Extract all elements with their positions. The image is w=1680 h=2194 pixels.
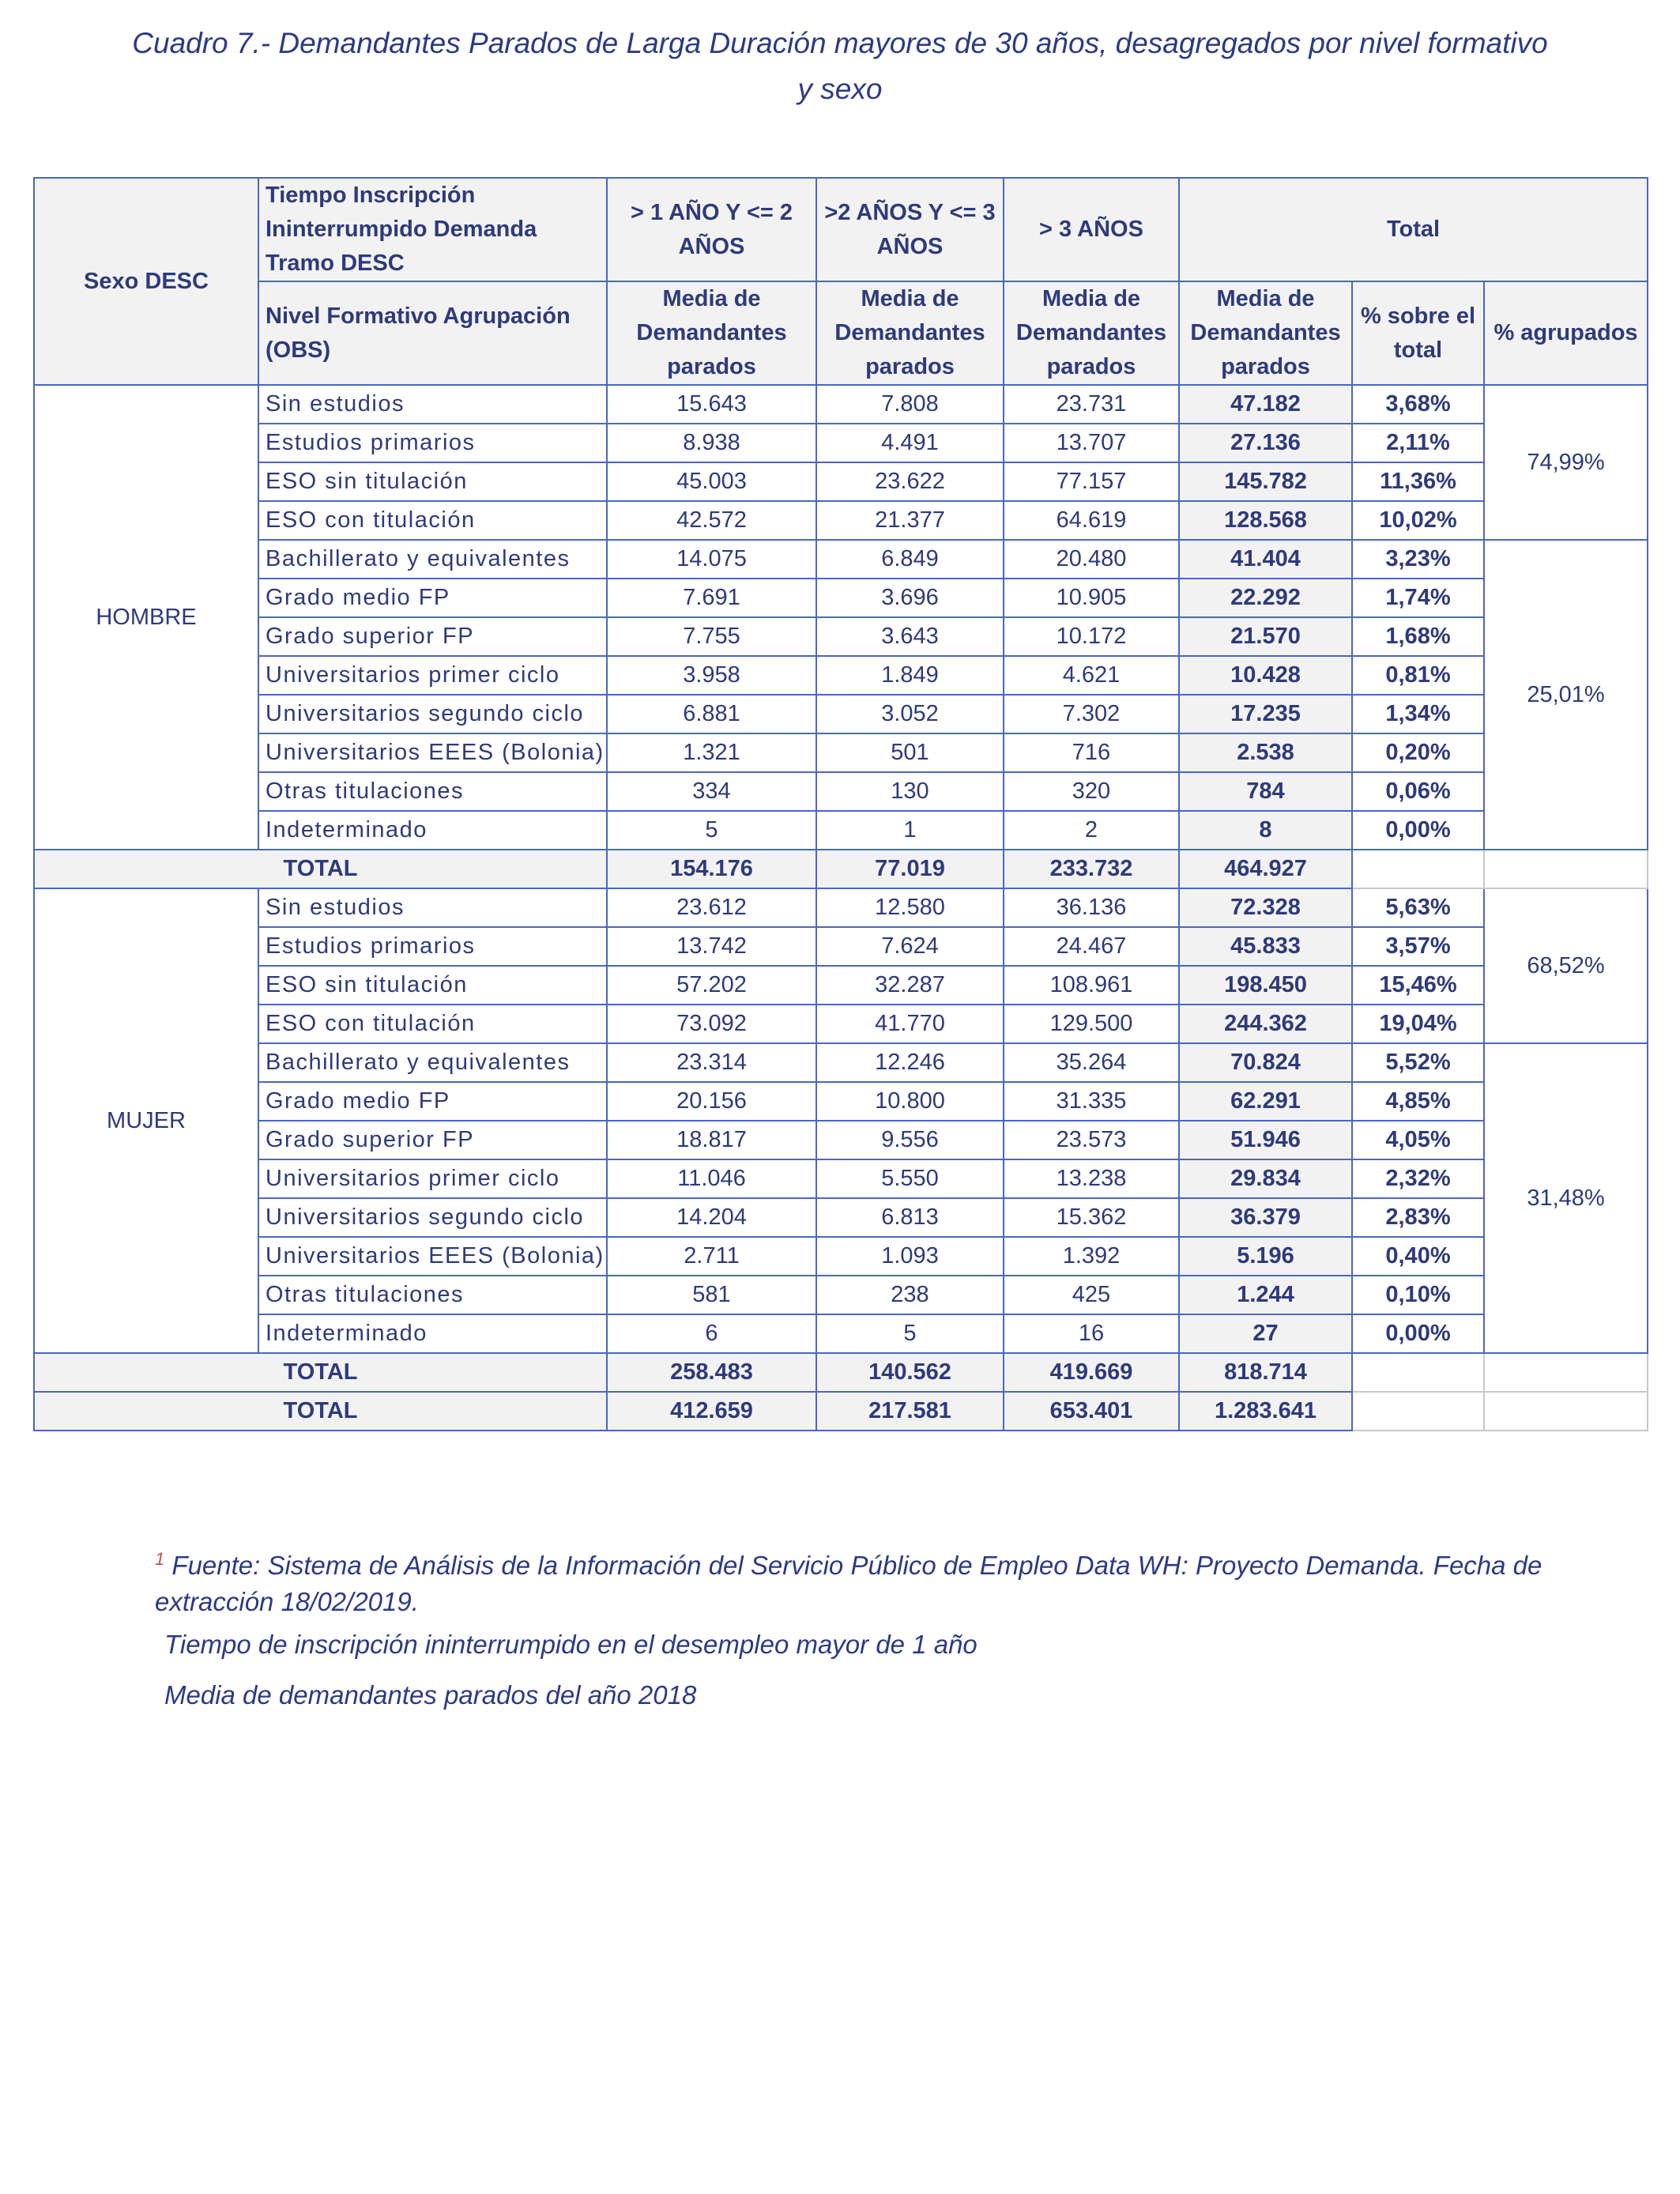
header-col3: > 3 AÑOS <box>1004 178 1179 281</box>
nivel-label: Indeterminado <box>258 811 607 850</box>
value-col3: 16 <box>1004 1314 1179 1353</box>
grand-total-col2: 217.581 <box>816 1392 1004 1431</box>
value-col3: 1.392 <box>1004 1237 1179 1276</box>
value-col1: 11.046 <box>607 1159 816 1198</box>
value-col2: 12.580 <box>816 888 1004 927</box>
value-col2: 10.800 <box>816 1082 1004 1121</box>
value-total: 128.568 <box>1179 501 1352 540</box>
total-total-mujer: 818.714 <box>1179 1353 1352 1392</box>
value-col1: 3.958 <box>607 656 816 695</box>
nivel-label: Universitarios primer ciclo <box>258 1159 607 1198</box>
grand-total-col3: 653.401 <box>1004 1392 1179 1431</box>
value-col2: 501 <box>816 733 1004 772</box>
total-col1-hombre: 154.176 <box>607 850 816 888</box>
table-row <box>34 888 1648 927</box>
value-pct-total: 15,46% <box>1352 966 1484 1005</box>
value-pct-total: 0,00% <box>1352 811 1484 850</box>
value-col3: 4.621 <box>1004 656 1179 695</box>
table-row <box>34 501 1648 540</box>
header-media-col1: Media de Demandantes parados <box>607 281 816 385</box>
value-col1: 57.202 <box>607 966 816 1005</box>
value-total: 5.196 <box>1179 1237 1352 1276</box>
nivel-label: Grado superior FP <box>258 617 607 656</box>
value-col3: 10.172 <box>1004 617 1179 656</box>
nivel-label: Grado medio FP <box>258 579 607 617</box>
value-col1: 45.003 <box>607 462 816 501</box>
header-col2: >2 AÑOS Y <= 3 AÑOS <box>816 178 1004 281</box>
header-sexo: Sexo DESC <box>34 178 258 385</box>
table-row <box>34 1276 1648 1314</box>
value-total: 17.235 <box>1179 695 1352 733</box>
value-total: 145.782 <box>1179 462 1352 501</box>
value-col2: 1 <box>816 811 1004 850</box>
value-col2: 12.246 <box>816 1043 1004 1082</box>
value-col2: 1.093 <box>816 1237 1004 1276</box>
value-col3: 13.238 <box>1004 1159 1179 1198</box>
nivel-label: Universitarios EEES (Bolonia) <box>258 1237 607 1276</box>
nivel-label: Universitarios segundo ciclo <box>258 695 607 733</box>
grand-total-total: 1.283.641 <box>1179 1392 1352 1431</box>
table-row <box>34 1159 1648 1198</box>
sex-label-hombre: HOMBRE <box>34 385 258 850</box>
value-col1: 8.938 <box>607 424 816 462</box>
value-pct-total: 1,34% <box>1352 695 1484 733</box>
table-row <box>34 1043 1648 1082</box>
value-col2: 3.696 <box>816 579 1004 617</box>
value-col3: 2 <box>1004 811 1179 850</box>
value-col2: 6.849 <box>816 540 1004 579</box>
value-pct-total: 10,02% <box>1352 501 1484 540</box>
value-col3: 10.905 <box>1004 579 1179 617</box>
value-total: 72.328 <box>1179 888 1352 927</box>
footnote-tiempo: Tiempo de inscripción ininterrumpido en el desempleo mayor de 1 año <box>164 1630 977 1659</box>
value-col1: 5 <box>607 811 816 850</box>
value-total: 8 <box>1179 811 1352 850</box>
value-total: 22.292 <box>1179 579 1352 617</box>
table-row <box>34 1005 1648 1043</box>
grand-total-row <box>34 1392 1648 1431</box>
value-col2: 4.491 <box>816 424 1004 462</box>
value-col2: 238 <box>816 1276 1004 1314</box>
value-col3: 31.335 <box>1004 1082 1179 1121</box>
value-pct-total: 0,10% <box>1352 1276 1484 1314</box>
value-col3: 7.302 <box>1004 695 1179 733</box>
nivel-label: ESO con titulación <box>258 1005 607 1043</box>
value-col3: 129.500 <box>1004 1005 1179 1043</box>
nivel-label: Universitarios primer ciclo <box>258 656 607 695</box>
header-total: Total <box>1179 178 1648 281</box>
caption-line-2: y sexo <box>797 73 883 105</box>
total-row-mujer <box>34 1353 1648 1392</box>
value-pct-total: 1,68% <box>1352 617 1484 656</box>
value-col2: 5.550 <box>816 1159 1004 1198</box>
table-row <box>34 617 1648 656</box>
value-pct-total: 3,23% <box>1352 540 1484 579</box>
value-pct-total: 3,57% <box>1352 927 1484 966</box>
value-pct-total: 11,36% <box>1352 462 1484 501</box>
value-col3: 23.731 <box>1004 385 1179 424</box>
table-row <box>34 772 1648 811</box>
sex-label-mujer: MUJER <box>34 888 258 1353</box>
value-pct-total: 0,20% <box>1352 733 1484 772</box>
table-caption <box>119 21 1561 112</box>
value-total: 41.404 <box>1179 540 1352 579</box>
value-col1: 14.204 <box>607 1198 816 1237</box>
total-label-hombre: TOTAL <box>34 850 607 888</box>
footnote-media: Media de demandantes parados del año 2018 <box>164 1680 697 1710</box>
value-col1: 14.075 <box>607 540 816 579</box>
value-total: 244.362 <box>1179 1005 1352 1043</box>
value-col2: 5 <box>816 1314 1004 1353</box>
header-pct-agrupados: % agrupados <box>1484 281 1648 385</box>
value-pct-total: 4,85% <box>1352 1082 1484 1121</box>
value-total: 1.244 <box>1179 1276 1352 1314</box>
value-col3: 36.136 <box>1004 888 1179 927</box>
value-col2: 3.052 <box>816 695 1004 733</box>
value-col1: 23.314 <box>607 1043 816 1082</box>
value-pct-total: 1,74% <box>1352 579 1484 617</box>
value-col1: 2.711 <box>607 1237 816 1276</box>
value-col1: 20.156 <box>607 1082 816 1121</box>
grand-total-blank-2 <box>1484 1392 1648 1431</box>
table-row <box>34 1237 1648 1276</box>
footnotes <box>155 1541 1577 1713</box>
value-col1: 73.092 <box>607 1005 816 1043</box>
table-row <box>34 927 1648 966</box>
value-total: 10.428 <box>1179 656 1352 695</box>
total-blank-1 <box>1352 850 1484 888</box>
grand-total-label: TOTAL <box>34 1392 607 1431</box>
value-col1: 1.321 <box>607 733 816 772</box>
value-pct-total: 5,63% <box>1352 888 1484 927</box>
value-col2: 21.377 <box>816 501 1004 540</box>
value-total: 2.538 <box>1179 733 1352 772</box>
value-col1: 15.643 <box>607 385 816 424</box>
table-row <box>34 695 1648 733</box>
header-row-1 <box>34 178 1648 281</box>
nivel-label: Sin estudios <box>258 385 607 424</box>
nivel-label: ESO con titulación <box>258 501 607 540</box>
value-col1: 334 <box>607 772 816 811</box>
total-col3-hombre: 233.732 <box>1004 850 1179 888</box>
value-col3: 716 <box>1004 733 1179 772</box>
value-col2: 6.813 <box>816 1198 1004 1237</box>
group-pct-hombre-1: 74,99% <box>1484 385 1648 540</box>
value-pct-total: 2,32% <box>1352 1159 1484 1198</box>
value-total: 21.570 <box>1179 617 1352 656</box>
table-row <box>34 811 1648 850</box>
value-total: 27.136 <box>1179 424 1352 462</box>
nivel-label: Estudios primarios <box>258 927 607 966</box>
nivel-label: Universitarios segundo ciclo <box>258 1198 607 1237</box>
header-media-col2: Media de Demandantes parados <box>816 281 1004 385</box>
header-col1: > 1 AÑO Y <= 2 AÑOS <box>607 178 816 281</box>
value-col1: 7.755 <box>607 617 816 656</box>
value-col1: 6.881 <box>607 695 816 733</box>
header-media-total: Media de Demandantes parados <box>1179 281 1352 385</box>
value-col2: 7.808 <box>816 385 1004 424</box>
table-row <box>34 1082 1648 1121</box>
value-col3: 425 <box>1004 1276 1179 1314</box>
nivel-label: Indeterminado <box>258 1314 607 1353</box>
value-col2: 7.624 <box>816 927 1004 966</box>
nivel-label: Bachillerato y equivalentes <box>258 540 607 579</box>
value-total: 45.833 <box>1179 927 1352 966</box>
value-col2: 3.643 <box>816 617 1004 656</box>
value-pct-total: 5,52% <box>1352 1043 1484 1082</box>
value-col3: 23.573 <box>1004 1121 1179 1159</box>
nivel-label: ESO sin titulación <box>258 462 607 501</box>
total-col2-hombre: 77.019 <box>816 850 1004 888</box>
value-col1: 18.817 <box>607 1121 816 1159</box>
value-pct-total: 19,04% <box>1352 1005 1484 1043</box>
value-col1: 6 <box>607 1314 816 1353</box>
footnote-marker: 1 <box>155 1549 165 1569</box>
value-pct-total: 2,11% <box>1352 424 1484 462</box>
table-row <box>34 966 1648 1005</box>
caption-line-1: Cuadro 7.- Demandantes Parados de Larga Duración mayores de 30 años, desagregados por nivel formativo <box>132 27 1548 59</box>
value-col2: 23.622 <box>816 462 1004 501</box>
header-tiempo: Tiempo Inscripción Ininterrumpido Demanda Tramo DESC <box>258 178 607 281</box>
value-col3: 24.467 <box>1004 927 1179 966</box>
nivel-label: Sin estudios <box>258 888 607 927</box>
value-col1: 23.612 <box>607 888 816 927</box>
value-col3: 108.961 <box>1004 966 1179 1005</box>
header-row-2 <box>34 281 1648 385</box>
total-label-mujer: TOTAL <box>34 1353 607 1392</box>
table-row <box>34 1198 1648 1237</box>
value-col1: 581 <box>607 1276 816 1314</box>
total-col2-mujer: 140.562 <box>816 1353 1004 1392</box>
nivel-label: Grado medio FP <box>258 1082 607 1121</box>
value-total: 47.182 <box>1179 385 1352 424</box>
value-pct-total: 0,06% <box>1352 772 1484 811</box>
value-pct-total: 0,00% <box>1352 1314 1484 1353</box>
value-col3: 15.362 <box>1004 1198 1179 1237</box>
table-row <box>34 462 1648 501</box>
table-row <box>34 424 1648 462</box>
table-row <box>34 385 1648 424</box>
nivel-label: Otras titulaciones <box>258 1276 607 1314</box>
value-total: 51.946 <box>1179 1121 1352 1159</box>
total-blank-2 <box>1484 1353 1648 1392</box>
table-row <box>34 656 1648 695</box>
grand-total-col1: 412.659 <box>607 1392 816 1431</box>
value-col3: 13.707 <box>1004 424 1179 462</box>
value-total: 198.450 <box>1179 966 1352 1005</box>
total-blank-1 <box>1352 1353 1484 1392</box>
total-col3-mujer: 419.669 <box>1004 1353 1179 1392</box>
group-pct-hombre-2: 25,01% <box>1484 540 1648 850</box>
group-pct-mujer-2: 31,48% <box>1484 1043 1648 1353</box>
value-col2: 32.287 <box>816 966 1004 1005</box>
value-col2: 1.849 <box>816 656 1004 695</box>
value-total: 29.834 <box>1179 1159 1352 1198</box>
value-col3: 35.264 <box>1004 1043 1179 1082</box>
header-media-col3: Media de Demandantes parados <box>1004 281 1179 385</box>
header-pct-total: % sobre el total <box>1352 281 1484 385</box>
value-pct-total: 4,05% <box>1352 1121 1484 1159</box>
value-col2: 130 <box>816 772 1004 811</box>
group-pct-mujer-1: 68,52% <box>1484 888 1648 1043</box>
data-table <box>33 177 1648 1431</box>
total-col1-mujer: 258.483 <box>607 1353 816 1392</box>
total-blank-2 <box>1484 850 1648 888</box>
footnote-source: $^1$ Fuente: Sistema de Análisis de la Información del Servicio Público de Empleo Data WH: Proyecto Demanda. Fecha de extracción 18/02/2019. <box>155 1549 1543 1616</box>
nivel-label: Otras titulaciones <box>258 772 607 811</box>
total-row-hombre <box>34 850 1648 888</box>
table-row <box>34 540 1648 579</box>
grand-total-blank-1 <box>1352 1392 1484 1431</box>
nivel-label: Grado superior FP <box>258 1121 607 1159</box>
value-pct-total: 3,68% <box>1352 385 1484 424</box>
value-col3: 64.619 <box>1004 501 1179 540</box>
value-total: 62.291 <box>1179 1082 1352 1121</box>
value-col1: 7.691 <box>607 579 816 617</box>
value-col3: 77.157 <box>1004 462 1179 501</box>
value-col2: 41.770 <box>816 1005 1004 1043</box>
value-col1: 13.742 <box>607 927 816 966</box>
nivel-label: Bachillerato y equivalentes <box>258 1043 607 1082</box>
nivel-label: Universitarios EEES (Bolonia) <box>258 733 607 772</box>
value-total: 70.824 <box>1179 1043 1352 1082</box>
value-col3: 320 <box>1004 772 1179 811</box>
nivel-label: ESO sin titulación <box>258 966 607 1005</box>
value-total: 27 <box>1179 1314 1352 1353</box>
nivel-label: Estudios primarios <box>258 424 607 462</box>
table-row <box>34 1121 1648 1159</box>
table-row <box>34 733 1648 772</box>
table-row <box>34 1314 1648 1353</box>
header-nivel: Nivel Formativo Agrupación (OBS) <box>258 281 607 385</box>
value-col1: 42.572 <box>607 501 816 540</box>
value-pct-total: 0,81% <box>1352 656 1484 695</box>
table-row <box>34 579 1648 617</box>
value-pct-total: 0,40% <box>1352 1237 1484 1276</box>
value-total: 784 <box>1179 772 1352 811</box>
value-total: 36.379 <box>1179 1198 1352 1237</box>
value-col3: 20.480 <box>1004 540 1179 579</box>
total-total-hombre: 464.927 <box>1179 850 1352 888</box>
value-col2: 9.556 <box>816 1121 1004 1159</box>
value-pct-total: 2,83% <box>1352 1198 1484 1237</box>
